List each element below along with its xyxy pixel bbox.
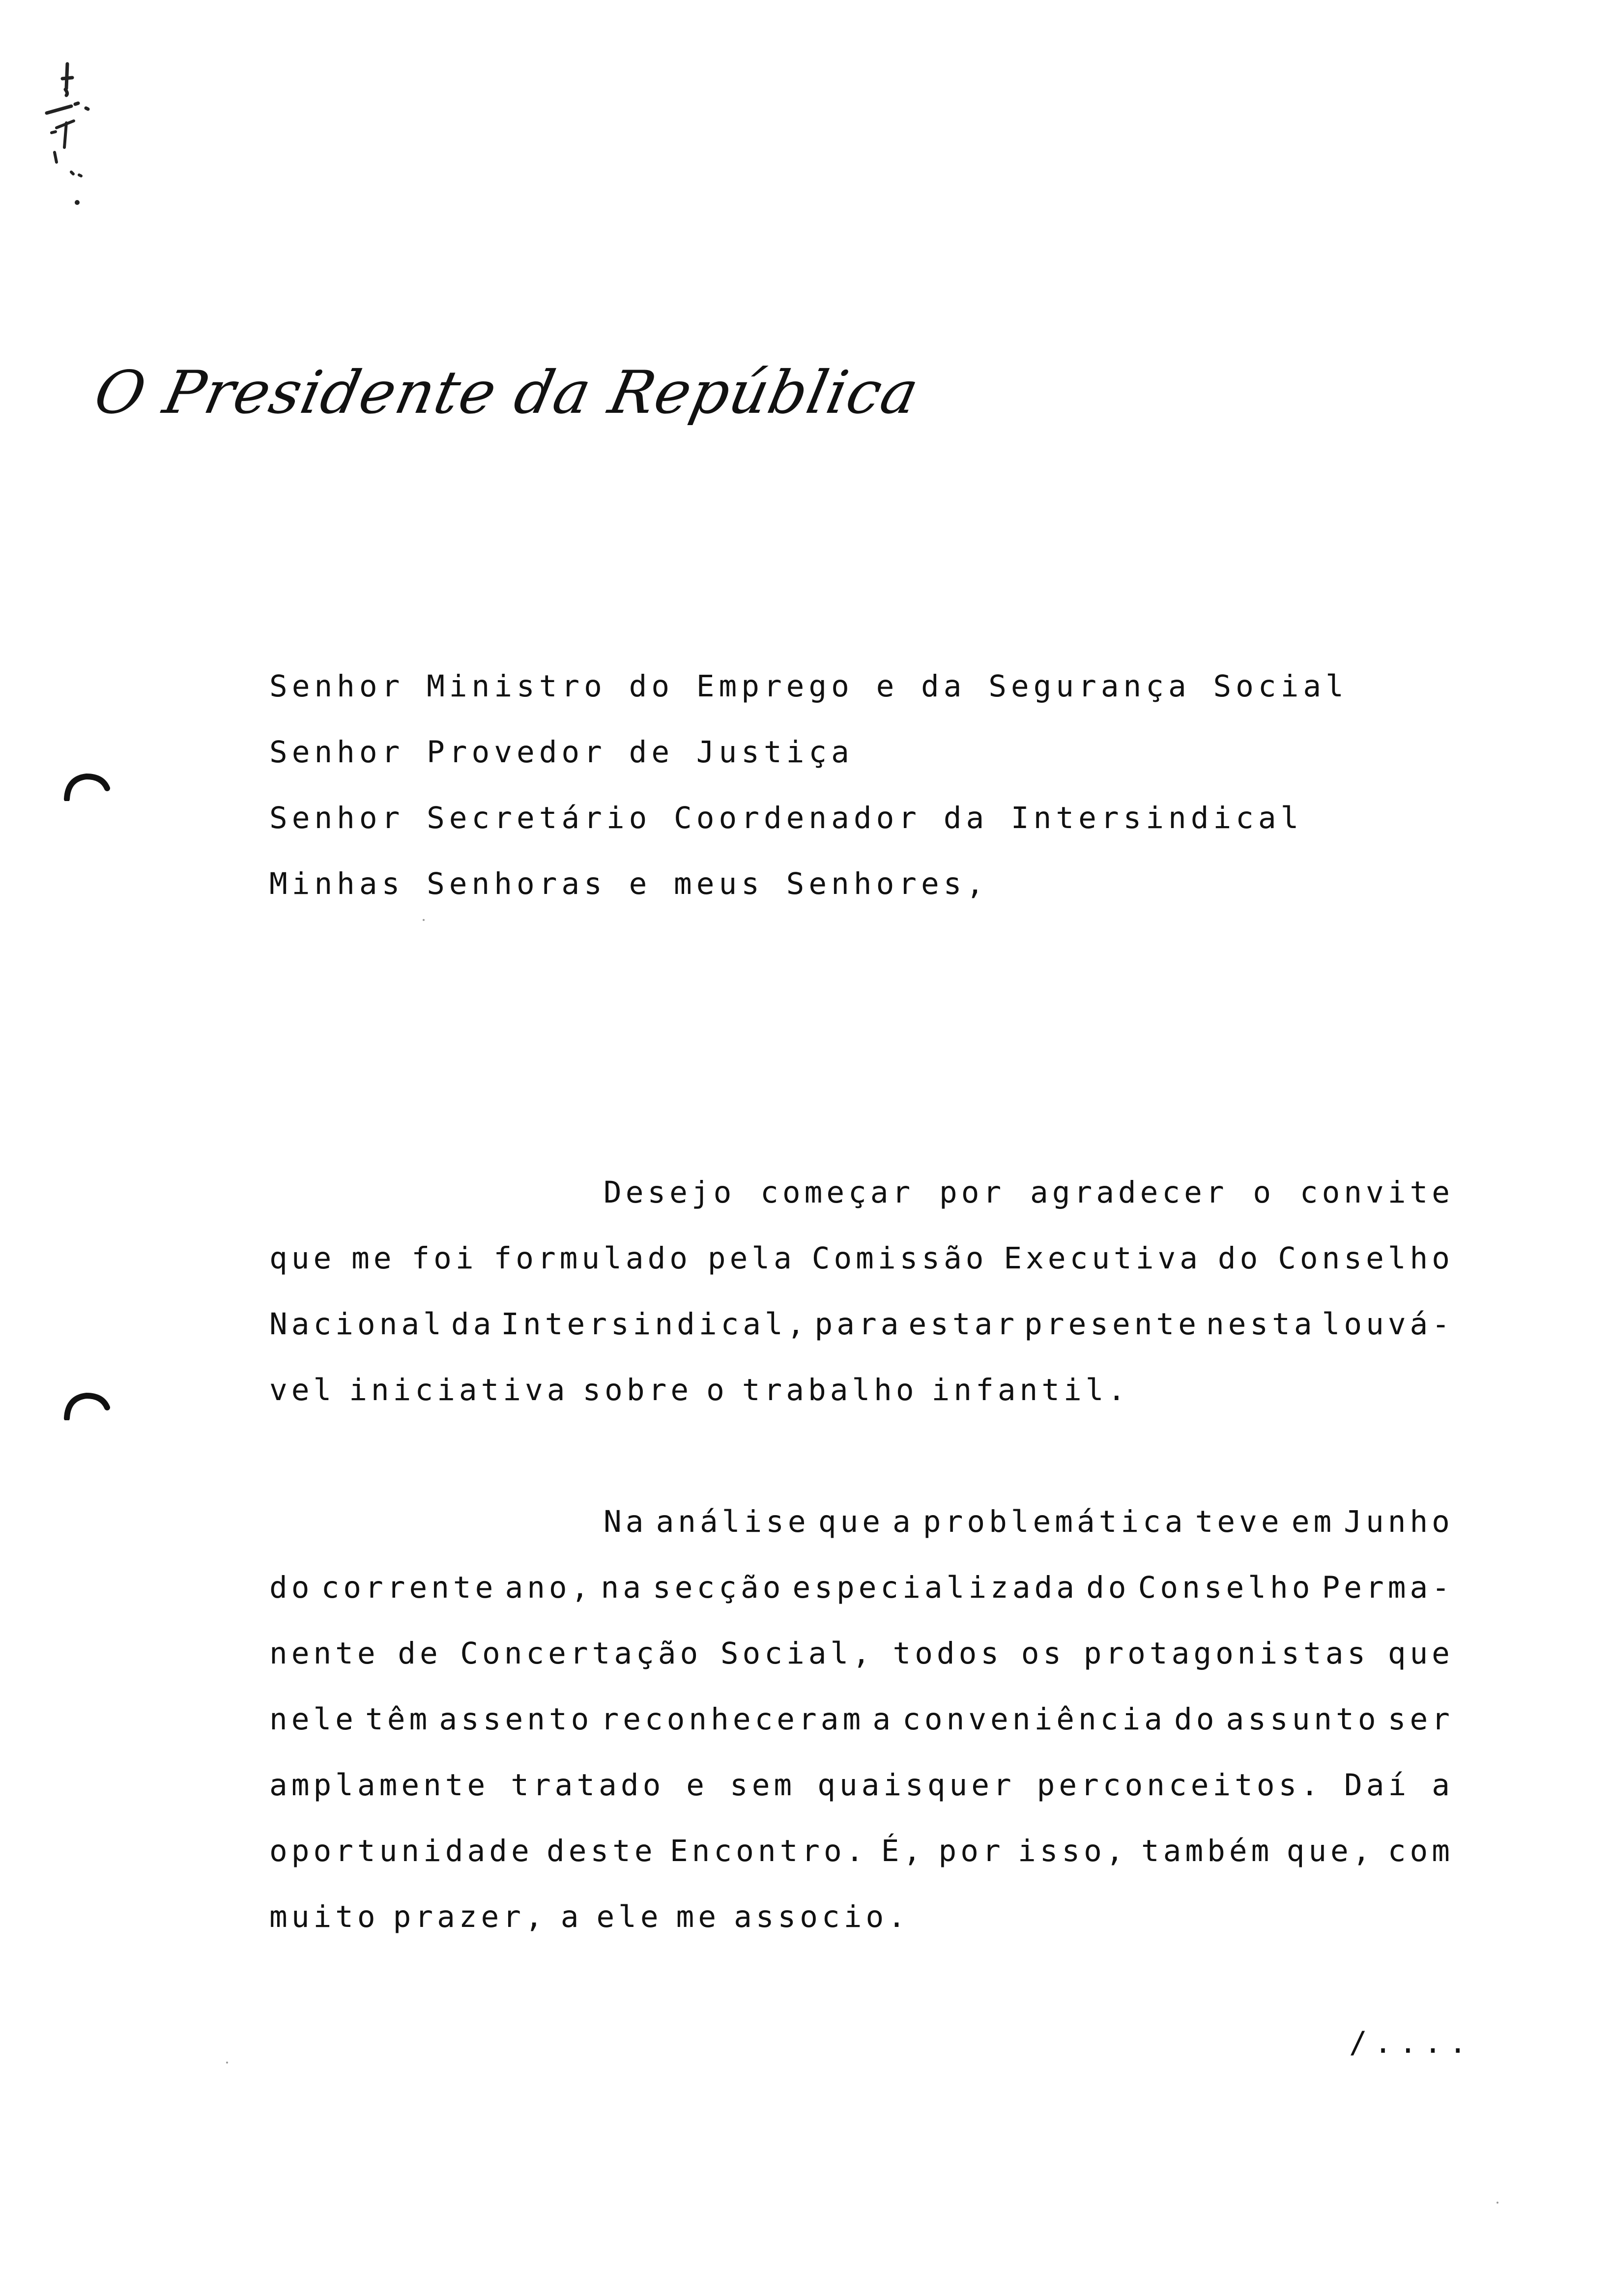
word: Intersindical, — [501, 1307, 809, 1342]
word: agradecer — [1030, 1175, 1228, 1210]
word: me — [676, 1899, 720, 1934]
punch-hole-icon — [63, 772, 110, 801]
word: com — [1387, 1834, 1454, 1868]
word: pela — [707, 1241, 796, 1276]
word: a — [1432, 1768, 1454, 1803]
word: que, — [1286, 1834, 1375, 1868]
word: Comissão — [811, 1241, 988, 1276]
word: vel — [269, 1373, 336, 1407]
word: do — [1086, 1570, 1130, 1605]
word: louvá- — [1322, 1307, 1454, 1342]
word: para — [814, 1307, 903, 1342]
punch-hole-icon — [63, 1391, 110, 1420]
word: isso, — [1018, 1834, 1128, 1868]
word: têm — [365, 1702, 432, 1737]
paragraph — [269, 1489, 1454, 1950]
word: infantil. — [931, 1373, 1130, 1407]
word: Conselho — [1138, 1570, 1314, 1605]
word: especializada — [792, 1570, 1078, 1605]
word: do — [1174, 1702, 1218, 1737]
word: ele — [596, 1899, 662, 1934]
word: formulado — [493, 1241, 692, 1276]
word: oportunidade — [269, 1834, 533, 1868]
word: protagonistas — [1083, 1636, 1370, 1671]
word: a — [892, 1504, 915, 1539]
word: Daí — [1344, 1768, 1410, 1803]
word: por — [939, 1175, 1006, 1210]
word: associo. — [734, 1899, 910, 1934]
word: problemática — [922, 1504, 1187, 1539]
word: nente — [269, 1636, 379, 1671]
salutation-line: Minhas Senhoras e meus Senhores, — [269, 866, 989, 901]
paragraph-line — [269, 1621, 1454, 1687]
word: análise — [656, 1504, 810, 1539]
word: trabalho — [742, 1373, 918, 1407]
paragraph-line — [269, 1818, 1454, 1884]
word: nesta — [1206, 1307, 1316, 1342]
word: em — [1291, 1504, 1336, 1539]
word: prazer, — [393, 1899, 547, 1934]
scan-speck — [1497, 2202, 1498, 2204]
word: convite — [1299, 1175, 1454, 1210]
word: de — [398, 1636, 442, 1671]
word: por — [938, 1834, 1005, 1868]
word: Junho — [1344, 1504, 1454, 1539]
scan-speck — [226, 2062, 228, 2064]
word: também — [1141, 1834, 1273, 1868]
word: todos — [892, 1636, 1003, 1671]
word: o — [1253, 1175, 1275, 1210]
word: tratado — [511, 1768, 665, 1803]
word: conveniência — [902, 1702, 1166, 1737]
word: Nacional — [269, 1307, 445, 1342]
word: do — [1217, 1241, 1262, 1276]
word: Na — [604, 1504, 648, 1539]
word: teve — [1195, 1504, 1283, 1539]
letterhead-title: O Presidente da República — [88, 359, 925, 427]
salutation-block — [269, 654, 1473, 917]
word: perconceitos. — [1036, 1768, 1323, 1803]
paragraph-line — [269, 1884, 1454, 1950]
word: Perma- — [1322, 1570, 1454, 1605]
word: sobre — [582, 1373, 693, 1407]
word: Desejo — [604, 1175, 736, 1210]
word: do — [269, 1570, 314, 1605]
letterhead — [88, 344, 925, 442]
word: É, — [881, 1834, 925, 1868]
paragraph-line — [269, 1357, 1454, 1423]
paragraph-line — [269, 1752, 1454, 1818]
paragraph-line — [269, 1489, 1454, 1555]
scan-speck — [423, 919, 425, 921]
scan-marks-icon — [37, 59, 115, 216]
word: Social, — [720, 1636, 874, 1671]
paragraph-line — [269, 1226, 1454, 1292]
salutation-line: Senhor Ministro do Emprego e da Segurança Social — [269, 669, 1348, 704]
word: sem — [729, 1768, 796, 1803]
word: que — [1387, 1636, 1454, 1671]
word: e — [686, 1768, 709, 1803]
word: presente — [1024, 1307, 1200, 1342]
word: que — [269, 1241, 336, 1276]
word: quaisquer — [817, 1768, 1015, 1803]
paragraph-line — [269, 1160, 1454, 1226]
word: Concertação — [460, 1636, 702, 1671]
page-continuation-mark: /.... — [1349, 2025, 1474, 2060]
word: corrente — [321, 1570, 497, 1605]
word: começar — [760, 1175, 915, 1210]
word: a — [872, 1702, 895, 1737]
word: me — [351, 1241, 396, 1276]
word: estar — [908, 1307, 1019, 1342]
word: Executiva — [1004, 1241, 1202, 1276]
word: Encontro. — [669, 1834, 868, 1868]
paragraph — [269, 1160, 1454, 1423]
word: nele — [269, 1702, 357, 1737]
word: o — [706, 1373, 728, 1407]
word: amplamente — [269, 1768, 489, 1803]
word: iniciativa — [349, 1373, 569, 1407]
word: assento — [439, 1702, 593, 1737]
word: ser — [1387, 1702, 1454, 1737]
word: a — [560, 1899, 583, 1934]
paragraph-line — [269, 1687, 1454, 1752]
salutation-line: Senhor Provedor de Justiça — [269, 735, 854, 770]
word: que — [818, 1504, 884, 1539]
word: na — [601, 1570, 645, 1605]
word: foi — [411, 1241, 478, 1276]
word: Conselho — [1278, 1241, 1454, 1276]
word: ano, — [505, 1570, 593, 1605]
word: assunto — [1226, 1702, 1380, 1737]
word: deste — [547, 1834, 657, 1868]
word: da — [451, 1307, 495, 1342]
word: muito — [269, 1899, 379, 1934]
word: reconheceram — [601, 1702, 865, 1737]
paragraph-line — [269, 1555, 1454, 1621]
word: os — [1021, 1636, 1065, 1671]
paragraph-line — [269, 1292, 1454, 1357]
salutation-line: Senhor Secretário Coordenador da Intersindical — [269, 801, 1303, 835]
word: secção — [653, 1570, 785, 1605]
